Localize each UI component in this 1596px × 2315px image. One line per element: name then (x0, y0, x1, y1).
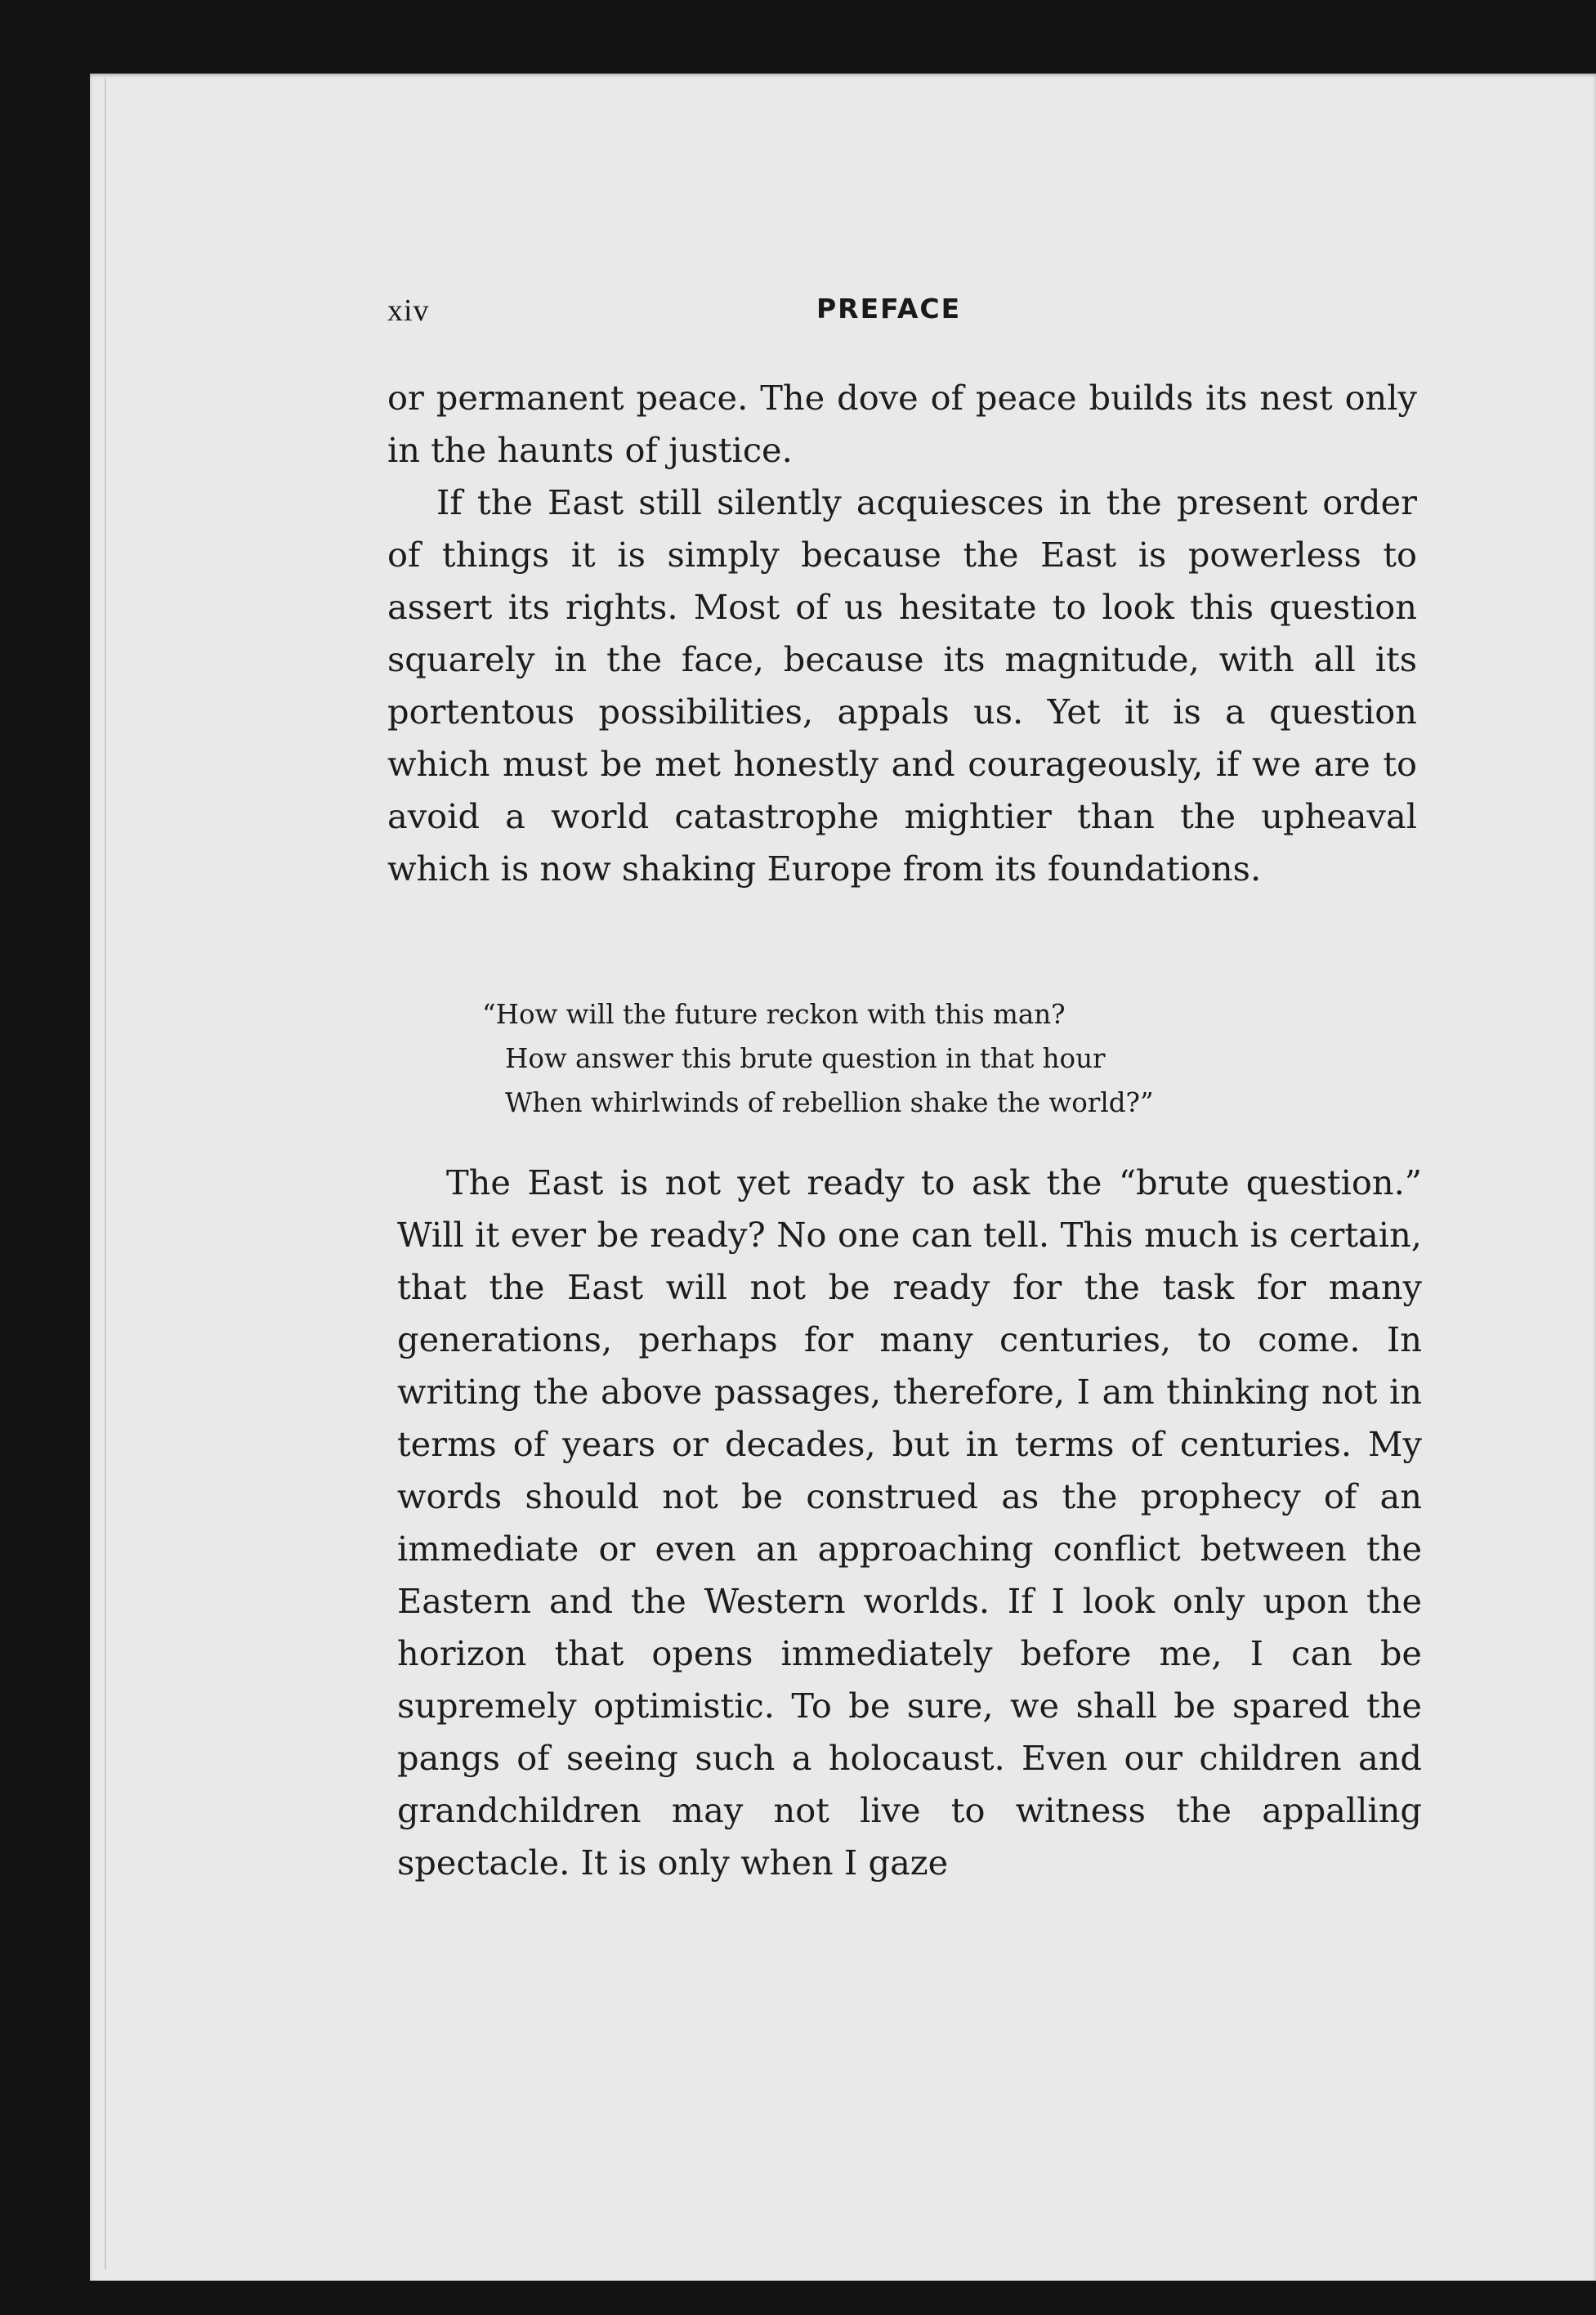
page-number: xiv (387, 293, 430, 328)
verse-line: “How will the future reckon with this man? (482, 999, 1066, 1030)
paragraph-continuation: or permanent peace. The dove of peace builds its nest only in the haunts of justice. (387, 378, 1417, 470)
paragraph-brute-question: The East is not yet ready to ask the “brute question.” Will it ever be ready? No one can tell. This much is certain, that the East will not be ready for the task for many generations, perhaps for many centuries, to come. In writing the above passages, therefore, I am thinking not in terms of years or decades, but in terms of centuries. My words should not be construed as the prophecy of an immediate or even an approaching conflict between the Eastern and the Western worlds. If I look only upon the horizon that opens immediately before me, I can be supremely optimistic. To be sure, we shall be spared the pangs of seeing such a holocaust. Even our children and grandchildren may not live to witness the appalling spectacle. It is only when I gaze (397, 1162, 1422, 1883)
running-title: PREFACE (816, 293, 962, 325)
body-text-lower (397, 1157, 1422, 1889)
verse-line: How answer this brute question in that hour (505, 1043, 1106, 1074)
verse-line: When whirlwinds of rebellion shake the world?” (505, 1087, 1154, 1118)
paragraph-east-acquiesces: If the East still silently acquiesces in the present order of things it is simply because the East is powerless to assert its rights. Most of us hesitate to look this question squarely in the face, because its magnitude, with all its portentous possibilities, appals us. Yet it is a question which must be met honestly and courageously, if we are to avoid a world catastrophe mightier than the upheaval which is now shaking Europe from its foundations. (387, 482, 1417, 889)
page-header (387, 293, 1417, 329)
verse-quote (482, 992, 1299, 1125)
page-edge (105, 78, 106, 2269)
body-text-upper (387, 372, 1417, 895)
